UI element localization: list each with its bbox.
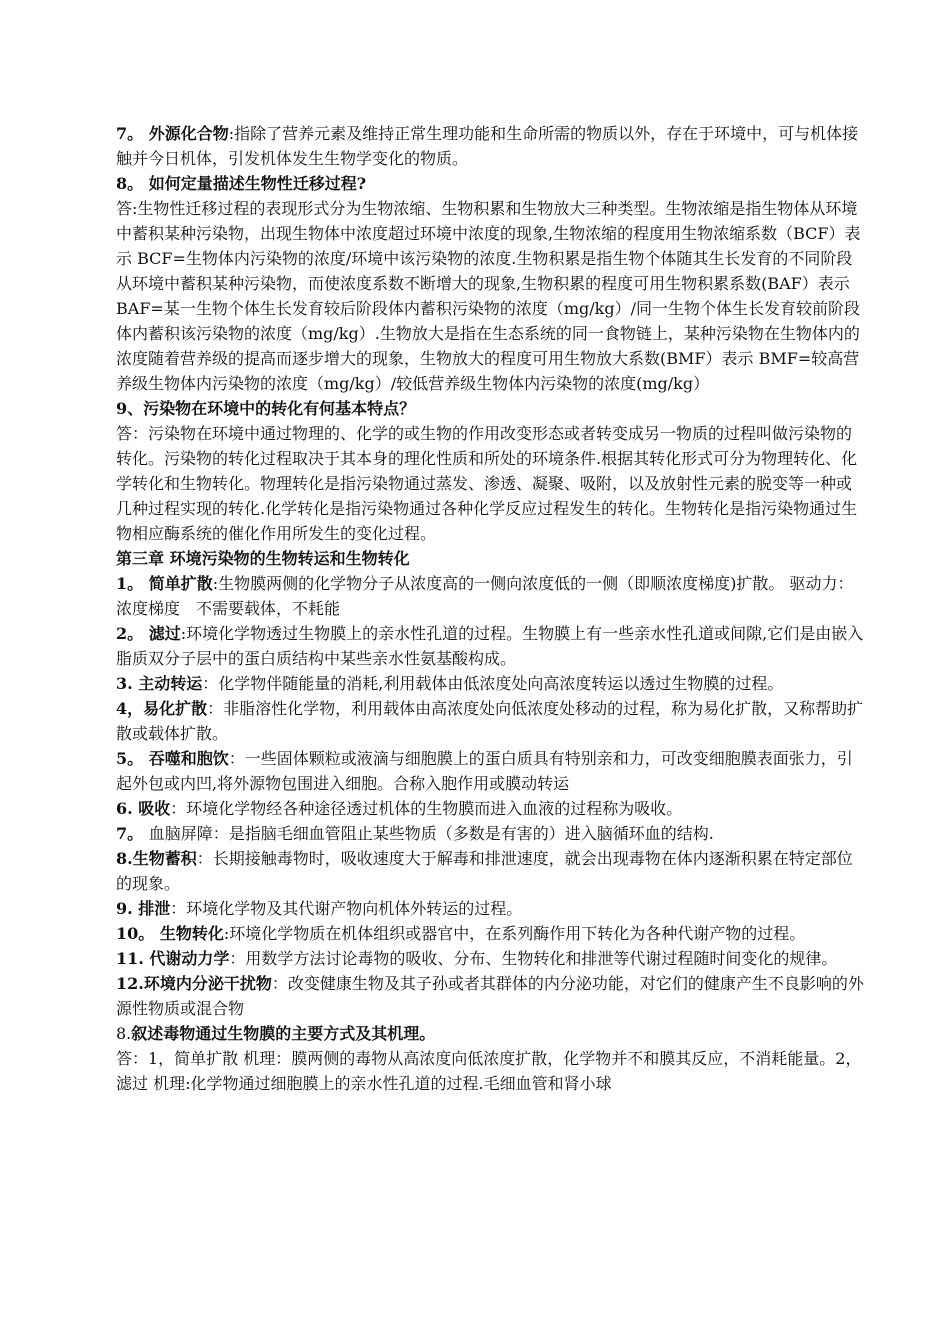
- term-8-bioaccumulation: [116, 846, 866, 896]
- definition-text: ：用数学方法讨论毒物的吸收、分布、生物转化和排泄等代谢过程随时间变化的规律。: [229, 949, 838, 968]
- term-label: 代谢动力学: [149, 949, 230, 968]
- term-3-active-transport: [116, 671, 866, 696]
- term-4-facilitated-diffusion: [116, 696, 866, 746]
- term-label: 环境内分泌干扰物: [143, 974, 272, 993]
- term-2-filtration: [116, 621, 866, 671]
- item-number: 2。: [116, 624, 149, 643]
- term-label: 简单扩散: [148, 574, 213, 593]
- document-page: [116, 121, 866, 1096]
- item-number: 4，: [116, 699, 144, 718]
- definition-text: :指除了营养元素及维持正常生理功能和生命所需的物质以外，存在于环境中，可与机体接触并今日机体，引发机体发生生物学变化的物质。: [116, 124, 859, 168]
- definition-text: ：一些固体颗粒或液滴与细胞膜上的蛋白质具有特别亲和力，可改变细胞膜表面张力，引起外包或内凹,将外源物包围进入细胞。合称入胞作用或膜动转运: [116, 749, 853, 793]
- definition-text: ：化学物伴随能量的消耗,利用载体由低浓度处向高浓度转运以透过生物膜的过程。: [202, 674, 784, 693]
- answer-8-text: 答:生物性迁移过程的表现形式分为生物浓缩、生物积累和生物放大三种类型。生物浓缩是指生物体从环境中蓄积某种污染物，出现生物体中浓度超过环境中浓度的现象,生物浓缩的程度用生物浓缩系数（BCF）表示 BCF=生物体内污染物的浓度/环境中该污染物的浓度.生物积累是指生物个体随其生长发育的不同阶段从环境中蓄积某种污染物，而使浓度系数不断增大的现象,生物积累的程度可用生物积累系数(BAF）表示 BAF=某一生物个体生长发育较后阶段体内蓄积污染物的浓度（mg/kg）/同一生物个体生长发育较前阶段体内蓄积该污染物的浓度（mg/kg）.生物放大是指在生态系统的同一食物链上，某种污染物在生物体内的浓度随着营养级的提高而逐步增大的现象，生物放大的程度可用生物放大系数(BMF）表示 BMF=较高营养级生物体内污染物的浓度（mg/kg）/较低营养级生物体内污染物的浓度(mg/kg）: [116, 199, 861, 393]
- definition-text: ：环境化学物及其代谢产物向机体外转运的过程。: [170, 899, 523, 918]
- item-number: 7。: [116, 124, 149, 143]
- answer-9-text: 答：污染物在环境中通过物理的、化学的或生物的作用改变形态或者转变成另一物质的过程叫做污染物的转化。污染物的转化过程取决于其本身的理化性质和所处的环境条件.根据其转化形式可分为物理转化、化学转化和生物转化。物理转化是指污染物通过蒸发、渗透、凝聚、吸附，以及放射性元素的脱变等一种或几种过程实现的转化.化学转化是指污染物通过各种化学反应过程发生的转化。生物转化是指污染物通过生物相应酶系统的催化作用所发生的变化过程。: [116, 424, 858, 543]
- question-8-membrane-heading: [116, 1021, 866, 1046]
- definition-text: ：非脂溶性化学物，利用载体由高浓度处向低浓度处移动的过程，称为易化扩散，又称帮助扩散或载体扩散。: [116, 699, 864, 743]
- term-label: 生物蓄积: [132, 849, 197, 868]
- term-12-endocrine-disruptor: [116, 971, 866, 1021]
- item-number: 8.: [116, 1024, 132, 1043]
- item-number: 12.: [116, 974, 144, 993]
- definition-text: ：环境化学物经各种途径透过机体的生物膜而进入血液的过程称为吸收。: [170, 799, 683, 818]
- definition-text: 血脑屏障：是指脑毛细血管阻止某些物质（多数是有害的）进入脑循环血的结构.: [148, 824, 714, 843]
- item-number: 3.: [116, 674, 139, 693]
- item-number: 5。: [116, 749, 149, 768]
- item-number: 11.: [116, 949, 150, 968]
- term-label: 易化扩散: [143, 699, 208, 718]
- term-11-toxicokinetics: [116, 946, 866, 971]
- term-label: 主动转运: [138, 674, 203, 693]
- term-1-simple-diffusion: [116, 571, 866, 621]
- question-9-heading: 9、污染物在环境中的转化有何基本特点？: [116, 399, 416, 418]
- definition-text: :生物膜两侧的化学物分子从浓度高的一侧向浓度低的一侧（即顺浓度梯度)扩散。 驱动力：浓度梯度 不需要载体，不耗能: [116, 574, 854, 618]
- term-label: 外源化合物: [148, 124, 229, 143]
- term-label: 吞噬和胞饮: [148, 749, 229, 768]
- answer-8-membrane-text: 答：1，简单扩散 机理：膜两侧的毒物从高浓度向低浓度扩散，化学物并不和膜其反应，不消耗能量。2，滤过 机理:化学物通过细胞膜上的亲水性孔道的过程.毛细血管和肾小球: [116, 1049, 862, 1093]
- term-9-excretion: [116, 896, 866, 921]
- item-number: 1。: [116, 574, 149, 593]
- term-10-biotransformation: [116, 921, 866, 946]
- chapter-3-title: 第三章 环境污染物的生物转运和生物转化: [116, 549, 410, 568]
- question-8-heading: 8。 如何定量描述生物性迁移过程?: [116, 174, 367, 193]
- item-number: 6.: [116, 799, 139, 818]
- question-text: 叙述毒物通过生物膜的主要方式及其机理。: [131, 1024, 436, 1043]
- item-number: 9.: [116, 899, 139, 918]
- definition-text: ：改变健康生物及其子孙或者其群体的内分泌功能，对它们的健康产生不良影响的外源性物质或混合物: [116, 974, 864, 1018]
- definition-text: :环境化学物质在机体组织或器官中，在系列酶作用下转化为各种代谢产物的过程。: [223, 924, 806, 943]
- term-label: 滤过: [148, 624, 181, 643]
- term-label: 排泄: [138, 899, 171, 918]
- term-6-absorption: [116, 796, 866, 821]
- term-5-endocytosis: [116, 746, 866, 796]
- term-label: 生物转化: [159, 924, 224, 943]
- item-number: 7。: [116, 824, 149, 843]
- item-number: 10。: [116, 924, 160, 943]
- definition-text: ：长期接触毒物时，吸收速度大于解毒和排泄速度，就会出现毒物在体内逐渐积累在特定部位的现象。: [116, 849, 853, 893]
- paragraph-7-exogenous-compound: [116, 121, 866, 171]
- item-number: 8.: [116, 849, 133, 868]
- definition-text: :环境化学物透过生物膜上的亲水性孔道的过程。生物膜上有一些亲水性孔道或间隙,它们是由嵌入脂质双分子层中的蛋白质结构中某些亲水性氨基酸构成。: [116, 624, 864, 668]
- term-label: 吸收: [138, 799, 171, 818]
- term-7-blood-brain-barrier: [116, 821, 866, 846]
